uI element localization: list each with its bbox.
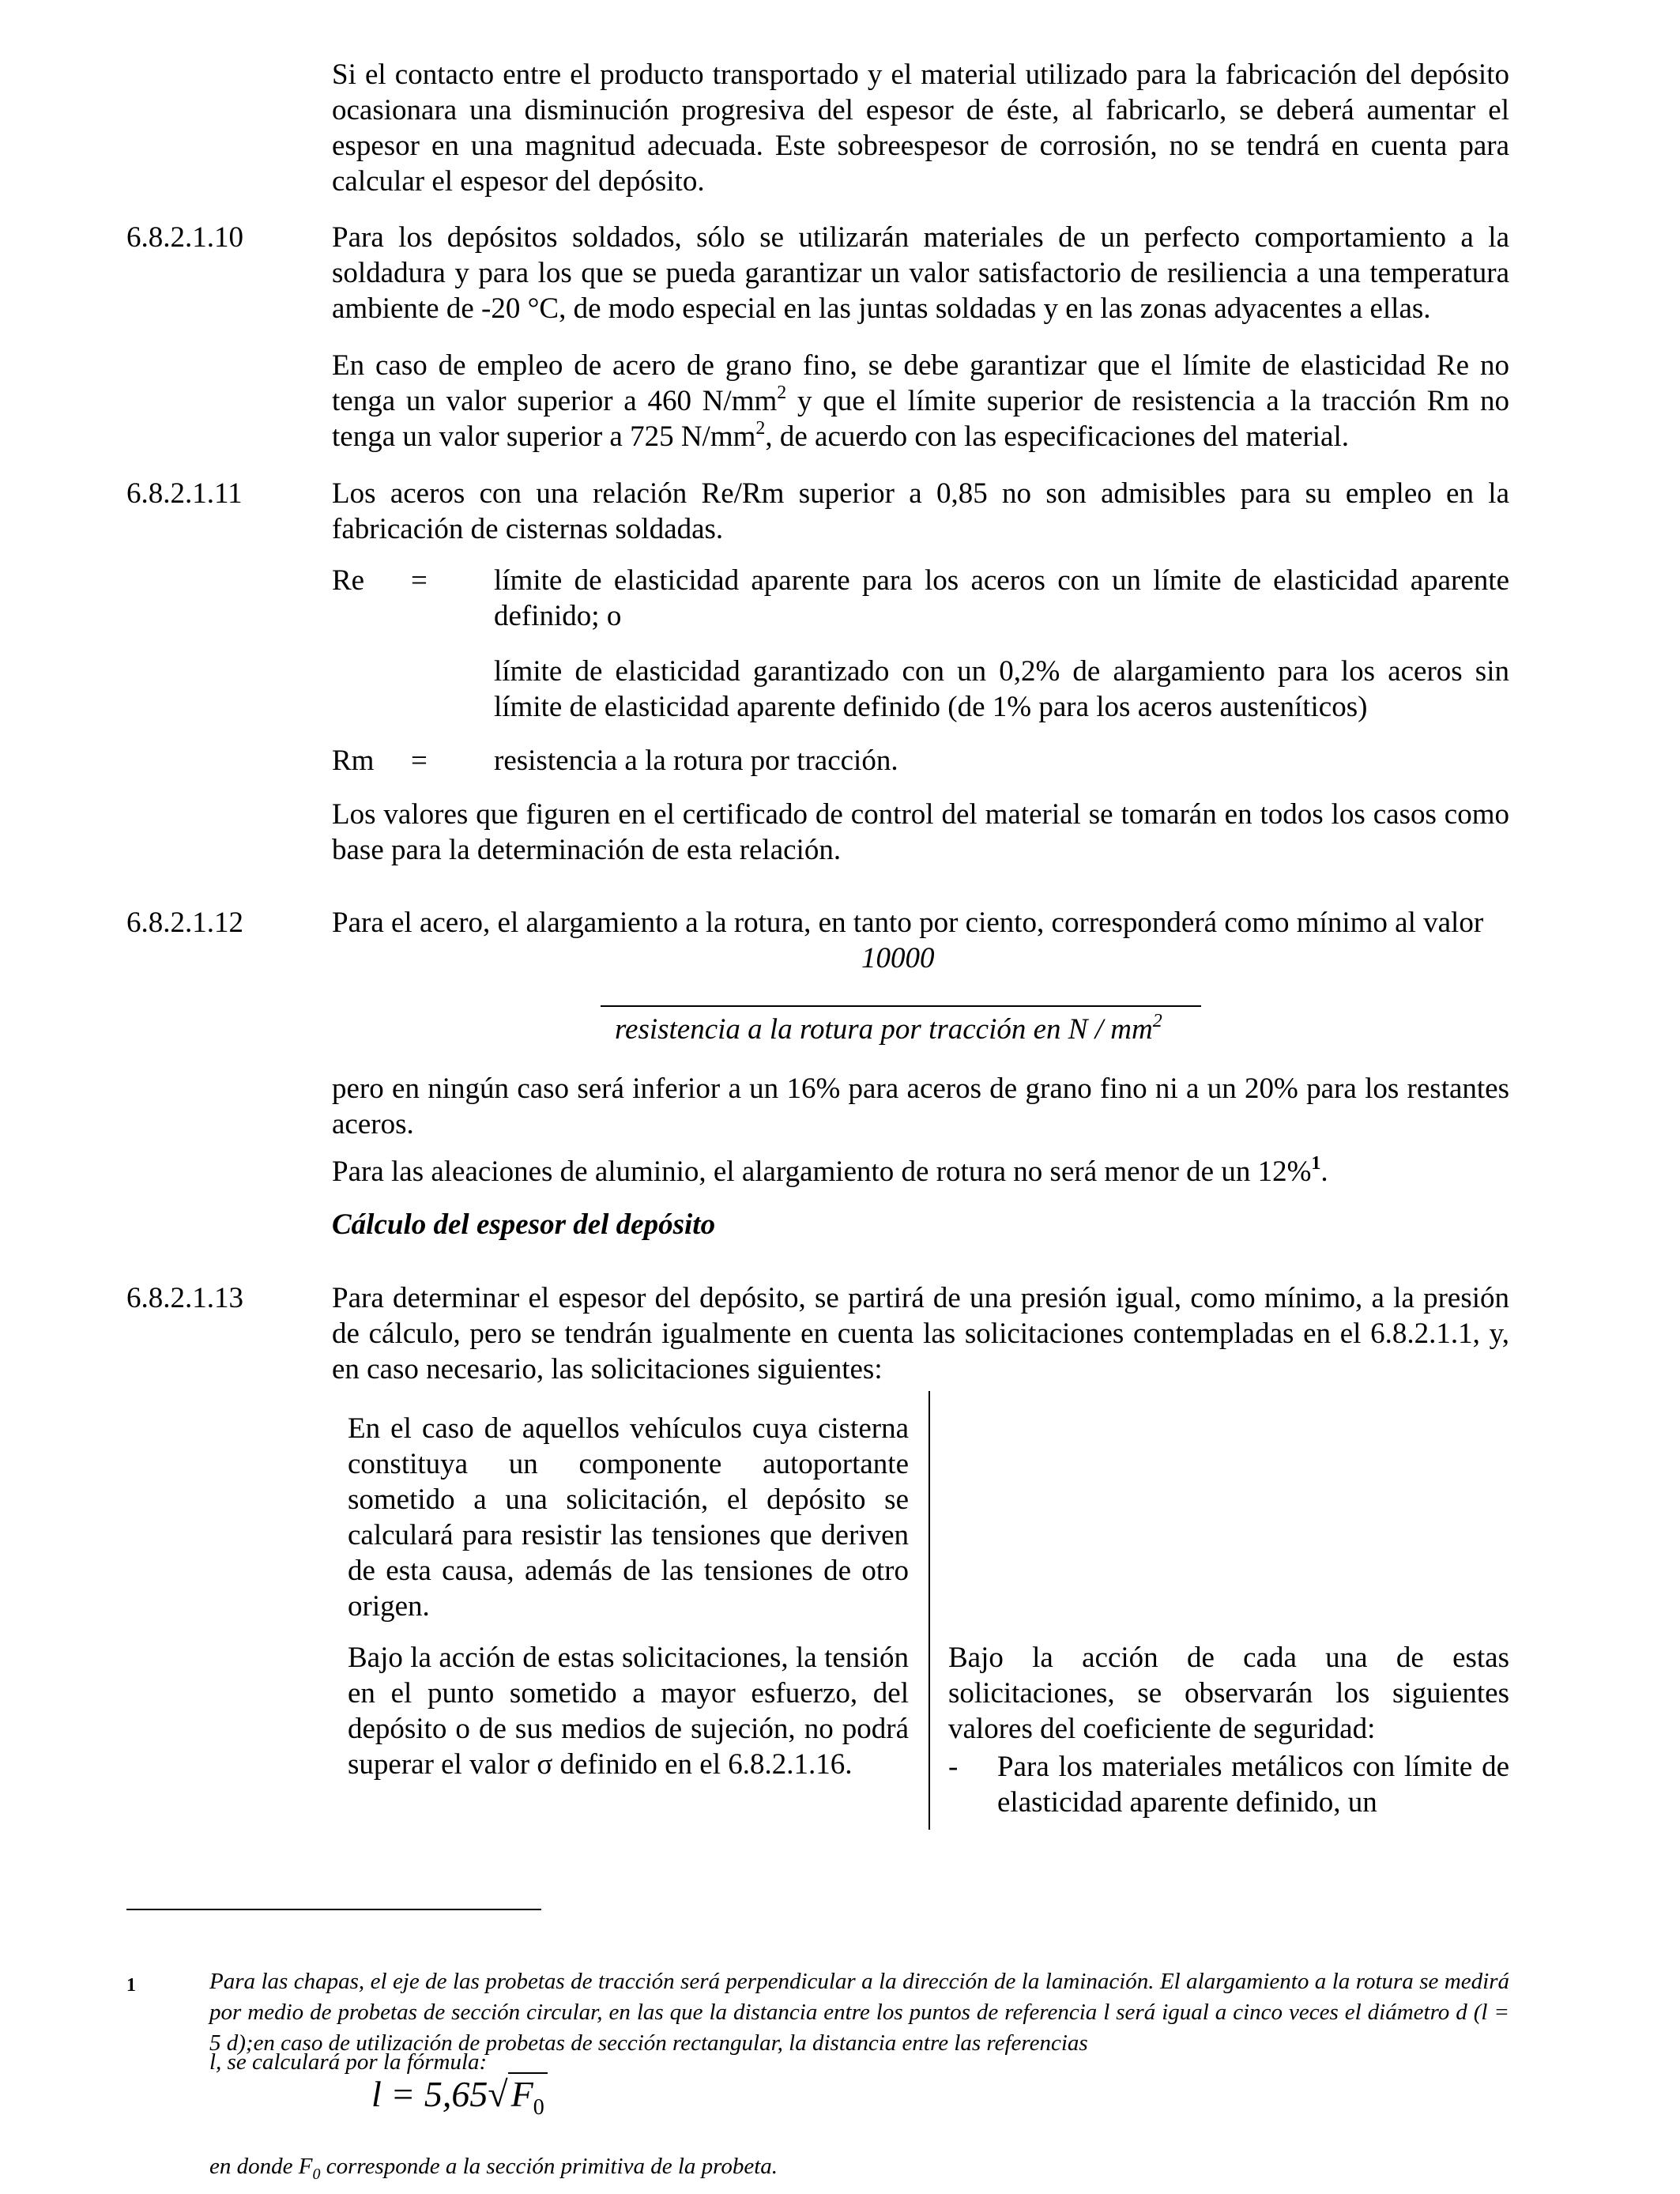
left-column-paragraph-1: En el caso de aquellos vehículos cuya cisterna constituya un componente autoportante sometido a una solicitación, el depósito se calculará para resistir las tensiones que deriven de esta causa, además de las tensiones de otro origen. [348, 1412, 909, 1623]
left-column-paragraph-2: Bajo la acción de estas solicitaciones, la tensión en el punto sometido a mayor esfuerzo, del depósito o de sus medios de sujeción, no podrá superar el valor σ definido en el 6.8.2.1.16. [348, 1642, 909, 1781]
section-heading: Cálculo del espesor del depósito [332, 1208, 716, 1241]
footnote-last-b: corresponde a la sección primitiva de la probeta. [320, 2154, 778, 2179]
section-13-paragraph-1: Para determinar el espesor del depósito, se partirá de una presión igual, como mínimo, a la presión de cálculo, pero se tendrán igualmente en cuenta las solicitaciones contempladas en el 6.8.2.1.1, y, en caso necesario, las solicitaciones siguientes: [332, 1282, 1509, 1385]
re-equals: = [411, 564, 428, 597]
section-12-p3-text: Para las aleaciones de aluminio, el alargamiento de rotura no será menor de un 12% [332, 1155, 1312, 1188]
formula-lhs: l = 5,65 [371, 2074, 488, 2114]
section-12-paragraph-1: Para el acero, el alargamiento a la rotura, en tanto por ciento, corresponderá como mínimo al valor [332, 907, 1484, 939]
re-definition-2: límite de elasticidad garantizado con un 0,2% de alargamiento para los aceros sin límite de elasticidad aparente definido (de 1% para los aceros austeníticos) [494, 655, 1509, 723]
superscript: 2 [1152, 1010, 1162, 1031]
rm-equals: = [411, 745, 428, 777]
fraction-numerator: 10000 [861, 942, 935, 974]
section-11-paragraph-2: Los valores que figuren en el certificado de control del material se tomarán en todos los casos como base para la determinación de esta relación. [332, 798, 1509, 866]
section-12-paragraph-2: pero en ningún caso será inferior a un 16% para aceros de grano fino ni a un 20% para los restantes aceros. [332, 1072, 1509, 1140]
column-divider [929, 1391, 930, 1830]
section-10-paragraph-2 [332, 348, 1509, 454]
section-number-11: 6.8.2.1.11 [126, 477, 243, 510]
section-11-paragraph-1: Los aceros con una relación Re/Rm superior a 0,85 no son admisibles para su empleo en la fabricación de cisternas soldadas. [332, 477, 1509, 545]
sqrt-icon: √ [488, 2074, 508, 2114]
re-term: Re [332, 564, 365, 597]
fraction-denominator [615, 1012, 1162, 1047]
section-number-10: 6.8.2.1.10 [126, 221, 243, 254]
footnote-text: Para las chapas, el eje de las probetas de tracción será perpendicular a la dirección de la laminación. El alargamiento a la rotura se medirá por medio de probetas de sección circular, en las que la distancia entre los puntos de referencia l será igual a cinco veces el diámetro d (l = 5 d);en caso de utilización de probetas de sección rectangular, la distancia entre las referencias [209, 1969, 1509, 2056]
footnote-last-line [209, 2151, 1509, 2190]
denominator-text: resistencia a la rotura por tracción en N / mm [615, 1013, 1153, 1046]
section-10-p2-part-b: y que el límite superior de resistencia a la tracción Rm no tenga un valor superior a 725 N/mm [332, 385, 1509, 453]
right-column-paragraph-1: Bajo la acción de cada una de estas solicitaciones, se observarán los siguientes valores del coeficiente de seguridad: [948, 1642, 1509, 1745]
superscript: 2 [777, 382, 787, 403]
formula-F: F [510, 2074, 533, 2114]
bullet-dash: - [948, 1751, 959, 1783]
footnote-number: 1 [126, 1975, 136, 1996]
section-10-p2-part-a: En caso de empleo de acero de grano fino, se debe garantizar que el límite de elasticidad Re no tenga un valor superior a 460 N/mm [332, 349, 1509, 417]
section-12-p3-end: . [1320, 1155, 1328, 1188]
section-number-13: 6.8.2.1.13 [126, 1282, 243, 1314]
section-10-paragraph-1: Para los depósitos soldados, sólo se utilizarán materiales de un perfecto comportamiento a la soldadura y para los que se pueda garantizar un valor satisfactorio de resiliencia a una temperatura ambiente de -20 °C, de modo especial en las juntas soldadas y en las zonas adyacentes a ellas. [332, 221, 1509, 325]
formula-radicand [508, 2072, 548, 2120]
footnote-formula [371, 2072, 548, 2130]
footnote-last-a: en donde F [209, 2154, 313, 2179]
section-number-12: 6.8.2.1.12 [126, 907, 243, 939]
rm-term: Rm [332, 745, 375, 777]
intro-paragraph: Si el contacto entre el producto transportado y el material utilizado para la fabricación del depósito ocasionara una disminución progresiva del espesor de éste, al fabricarlo, se deberá aumentar el espesor en una magnitud adecuada. Este sobreespesor de corrosión, no se tendrá en cuenta para calcular el espesor del depósito. [332, 58, 1509, 198]
rm-definition: resistencia a la rotura por tracción. [494, 745, 898, 777]
fraction-bar [601, 1005, 1201, 1007]
re-definition-1: límite de elasticidad aparente para los aceros con un límite de elasticidad aparente definido; o [494, 564, 1509, 632]
footnote-reference: 1 [1311, 1152, 1321, 1174]
bullet-item-1: Para los materiales metálicos con límite de elasticidad aparente definido, un [997, 1751, 1509, 1819]
footnote-formula-intro: l, se calculará por la fórmula: [209, 2049, 488, 2075]
footnote-last-sub: 0 [312, 2165, 321, 2183]
section-10-p2-part-c: , de acuerdo con las especificaciones del material. [765, 420, 1349, 453]
formula-subscript: 0 [533, 2095, 544, 2120]
section-12-paragraph-3 [332, 1154, 1509, 1189]
footnote-separator [126, 1909, 541, 1910]
superscript: 2 [755, 417, 766, 439]
